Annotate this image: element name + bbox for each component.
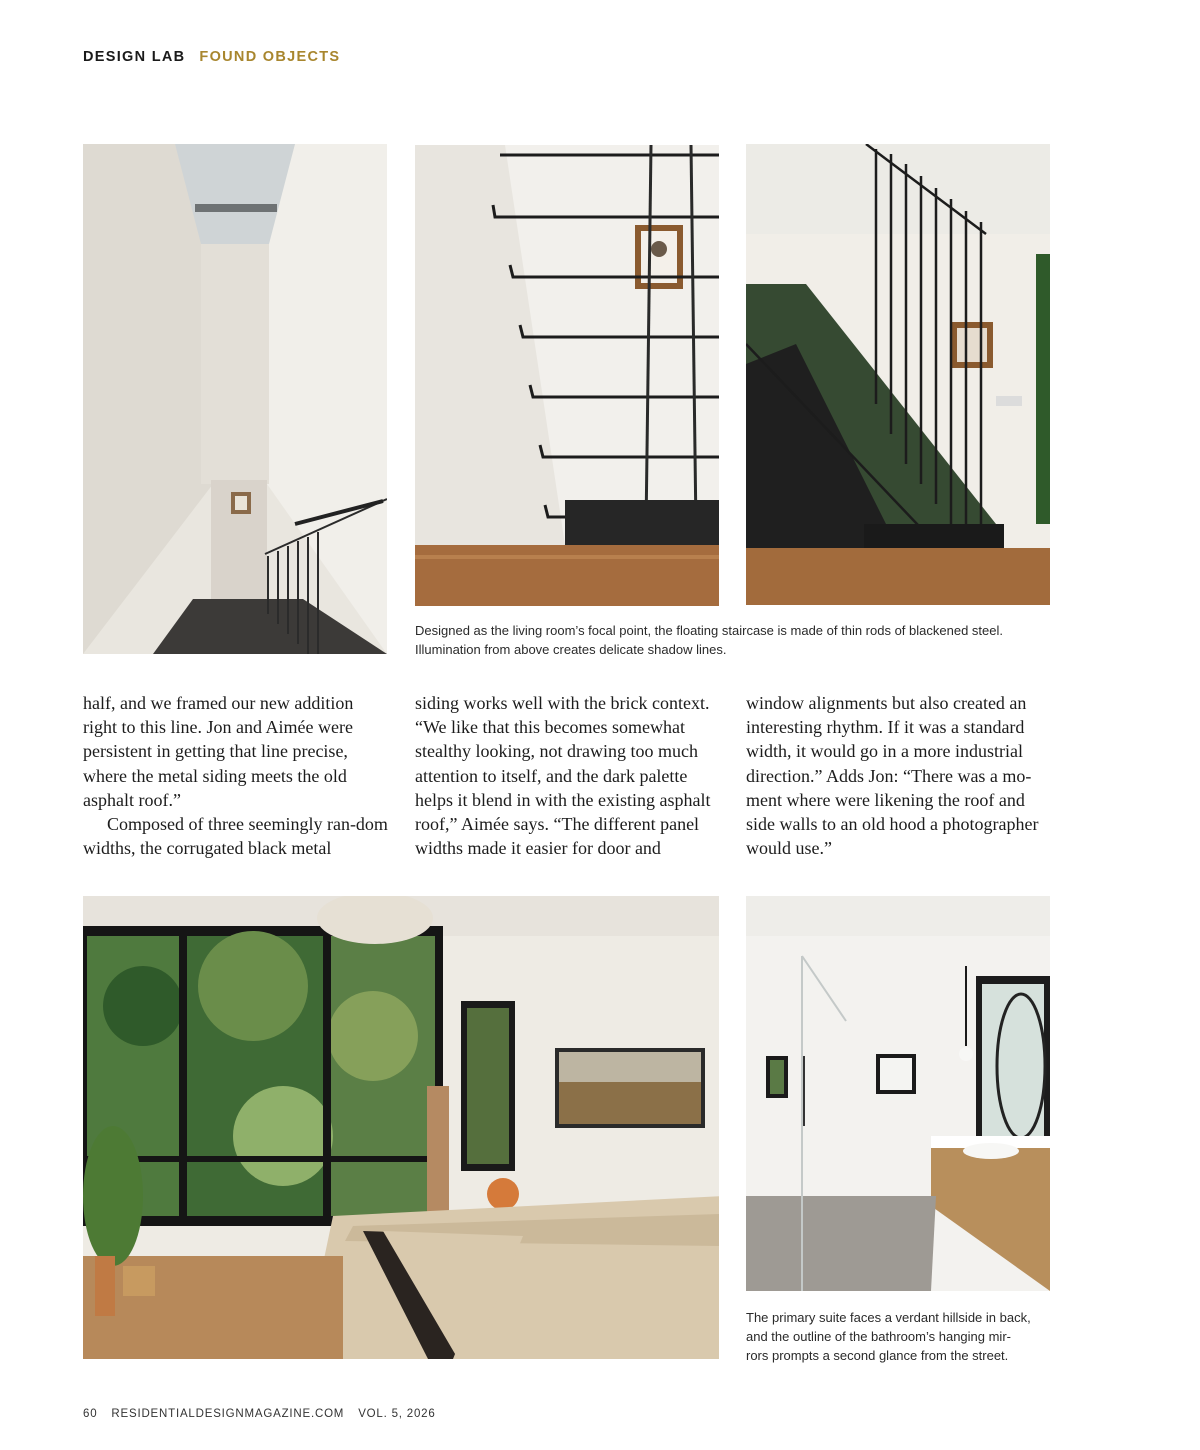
photo-primary-bedroom-icon [83,896,719,1359]
caption-line: Illumination from above creates delicate shadow lines. [415,642,727,657]
caption-line: The primary suite faces a verdant hillside in back, [746,1310,1031,1325]
website-link[interactable]: RESIDENTIALDESIGNMAGAZINE.COM [111,1408,345,1420]
body-column-1 [83,691,388,860]
skylight-stairwell-photo [83,144,387,654]
primary-bedroom-photo [83,896,719,1359]
floating-staircase-side-photo [746,144,1050,605]
primary-bathroom-photo [746,896,1050,1291]
body-paragraph: siding works well with the brick context. “We like that this becomes somewhat stealthy looking, not drawing too much attention to itself, and the dark palette helps it blend in with the existing asphalt roof,” Aimée says. “The different panel widths made it easier for door and [415,693,711,859]
staircase-caption [415,621,1075,659]
photo-skylight-stairwell-icon [83,144,387,654]
body-paragraph: half, and we framed our new addition right to this line. Jon and Aimée were persistent in getting that line precise, where the metal siding meets the old asphalt roof.” [83,693,354,810]
caption-line: Designed as the living room’s focal point, the floating staircase is made of thin rods of blackened steel. [415,623,1003,638]
photo-floating-staircase-side-icon [746,144,1050,605]
running-header [83,49,340,65]
page-footer [83,1408,450,1420]
photo-primary-bathroom-icon [746,896,1050,1291]
body-column-2 [415,691,720,860]
floating-staircase-front-photo [415,145,719,606]
body-paragraph: Composed of three seemingly ran-dom widths, the corrugated black metal [83,814,388,859]
page-number: 60 [83,1408,98,1420]
caption-line: rors prompts a second glance from the street. [746,1348,1009,1363]
caption-line: and the outline of the bathroom’s hanging mir- [746,1329,1011,1344]
section-label: DESIGN LAB [83,49,186,65]
body-column-3 [746,691,1051,860]
suite-caption [746,1308,1056,1365]
department-label: FOUND OBJECTS [199,49,341,65]
body-paragraph: window alignments but also created an interesting rhythm. If it was a standard width, it would go in a more industrial direction.” Adds Jon: “There was a mo-ment where were likening the roof and side walls to an old hood a photographer would use.” [746,693,1039,859]
photo-floating-staircase-front-icon [415,145,719,606]
volume-label: VOL. 5, 2026 [358,1408,436,1420]
